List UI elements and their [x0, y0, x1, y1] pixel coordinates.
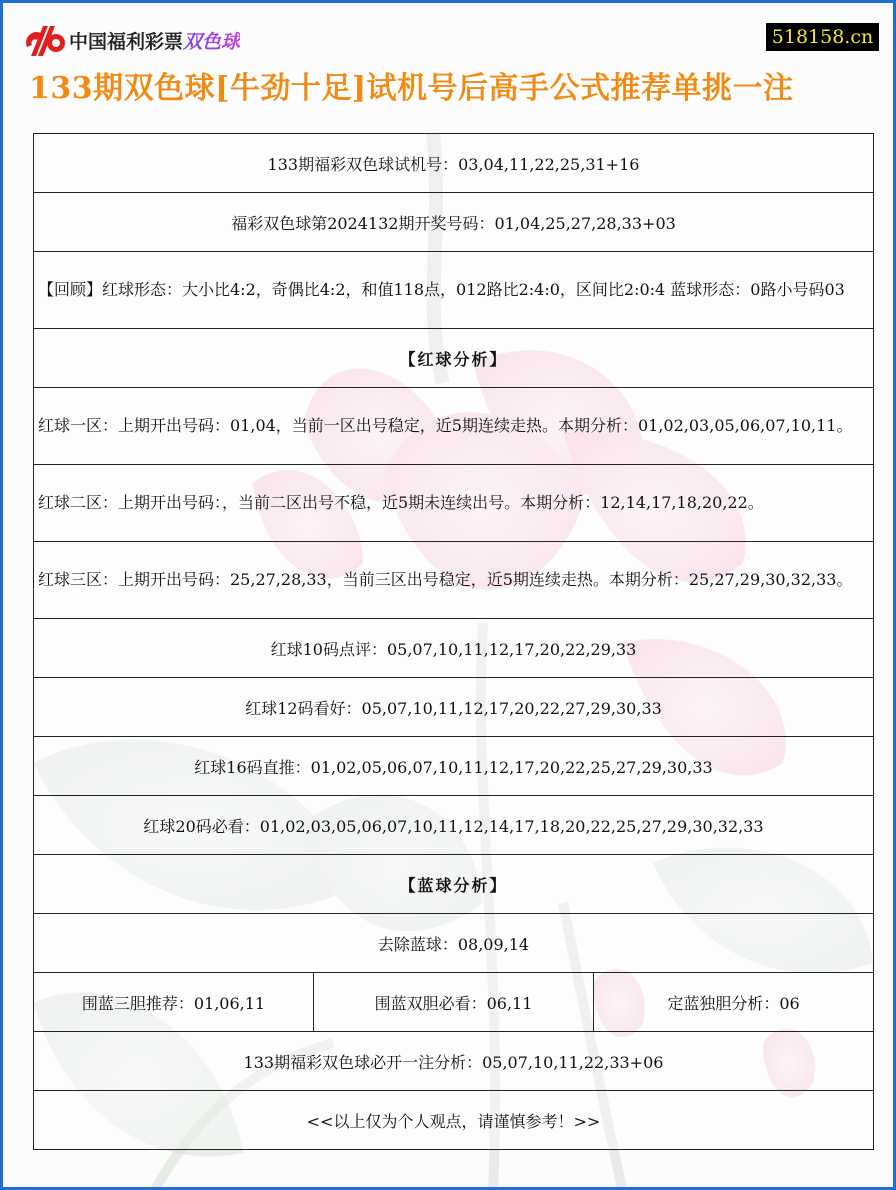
table-row — [34, 252, 874, 329]
blue-three-picks-cell: 围蓝三胆推荐：01,06,11 — [34, 973, 314, 1032]
table-row — [34, 1032, 874, 1091]
red-zone-2-cell: 红球二区：上期开出号码：，当前二区出号不稳，近5期未连续出号。本期分析：12,14,17,18,20,22。 — [34, 465, 874, 542]
blue-exclude-cell: 去除蓝球：08,09,14 — [34, 914, 874, 973]
blue-ball-heading: 【蓝球分析】 — [34, 855, 874, 914]
page-title: 133期双色球[牛劲十足]试机号后高手公式推荐单挑一注 — [29, 71, 794, 106]
red-12-codes-cell: 红球12码看好：05,07,10,11,12,17,20,22,27,29,30,33 — [34, 678, 874, 737]
table-row — [34, 973, 874, 1032]
red-zone-3-cell: 红球三区：上期开出号码：25,27,28,33，当前三区出号稳定，近5期连续走热。本期分析：25,27,29,30,32,33。 — [34, 542, 874, 619]
table-row — [34, 796, 874, 855]
table-row — [34, 542, 874, 619]
red-ball-heading: 【红球分析】 — [34, 329, 874, 388]
table-row — [34, 1091, 874, 1150]
table-row — [34, 737, 874, 796]
disclaimer-cell: <<以上仅为个人观点，请谨慎参考！>> — [34, 1091, 874, 1150]
site-domain-badge: 518158.cn — [766, 23, 879, 51]
table-row — [34, 914, 874, 973]
lottery-logo — [21, 23, 240, 57]
red-16-codes-cell: 红球16码直推：01,02,05,06,07,10,11,12,17,20,22,25,27,29,30,33 — [34, 737, 874, 796]
logo-text: 中国福利彩票 — [69, 30, 184, 53]
table-row — [34, 388, 874, 465]
table-row — [34, 678, 874, 737]
red-20-codes-cell: 红球20码必看：01,02,03,05,06,07,10,11,12,14,17,18,20,22,25,27,29,30,32,33 — [34, 796, 874, 855]
table-row — [34, 465, 874, 542]
blue-single-pick-cell: 定蓝独胆分析：06 — [594, 973, 874, 1032]
last-draw-cell: 福彩双色球第2024132期开奖号码：01,04,25,27,28,33+03 — [34, 193, 874, 252]
trial-number-cell: 133期福彩双色球试机号：03,04,11,22,25,31+16 — [34, 134, 874, 193]
recommendation-table — [33, 133, 874, 1150]
table-row — [34, 329, 874, 388]
welfare-lottery-logo-icon — [21, 23, 67, 57]
red-zone-1-cell: 红球一区：上期开出号码：01,04，当前一区出号稳定，近5期连续走热。本期分析：01,02,03,05,06,07,10,11。 — [34, 388, 874, 465]
table-row — [34, 619, 874, 678]
table-row — [34, 134, 874, 193]
table-row — [34, 855, 874, 914]
final-pick-cell: 133期福彩双色球必开一注分析：05,07,10,11,22,33+06 — [34, 1032, 874, 1091]
blue-two-picks-cell: 围蓝双胆必看：06,11 — [314, 973, 594, 1032]
red-10-codes-cell: 红球10码点评：05,07,10,11,12,17,20,22,29,33 — [34, 619, 874, 678]
table-row — [34, 193, 874, 252]
logo-ssq-text: 双色球 — [183, 27, 240, 54]
review-cell: 【回顾】红球形态：大小比4:2，奇偶比4:2，和值118点，012路比2:4:0，区间比2:0:4 蓝球形态：0路小号码03 — [34, 252, 874, 329]
